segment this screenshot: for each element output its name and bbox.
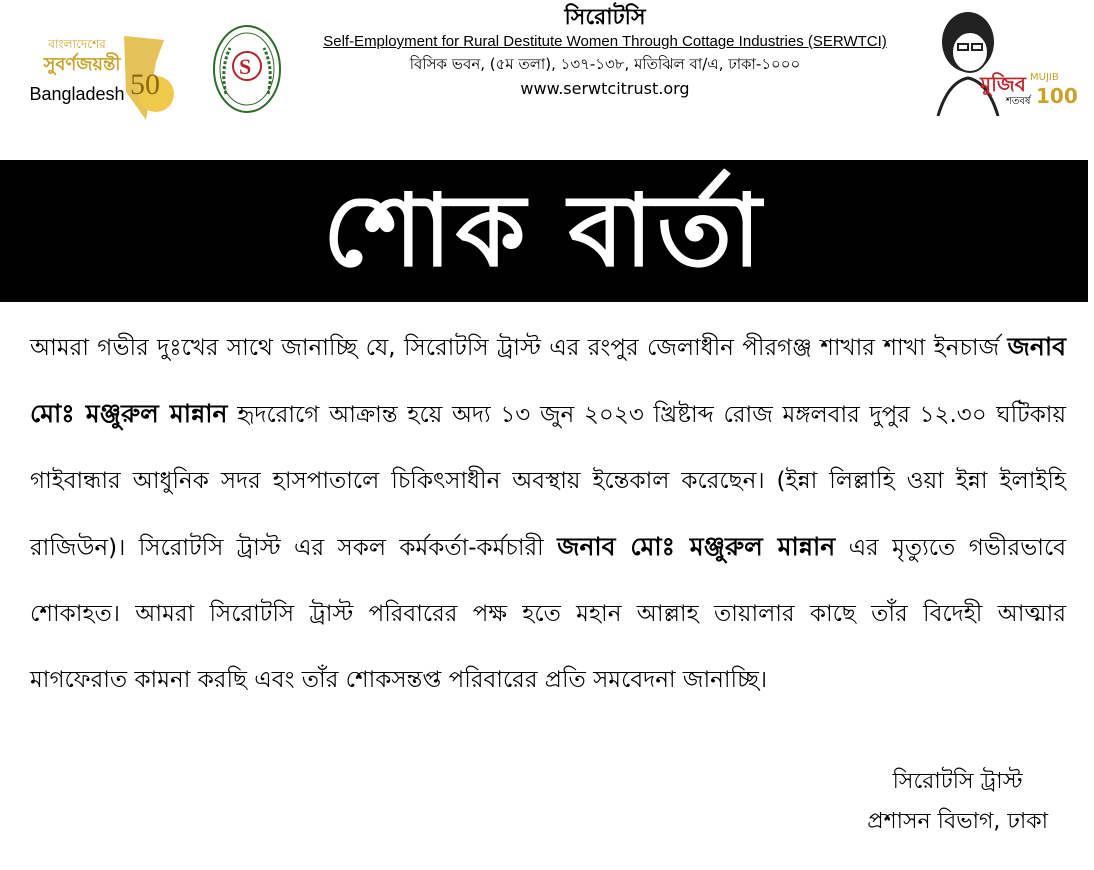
banner-title: শোক বার্তা xyxy=(322,172,766,289)
signature-block xyxy=(867,762,1048,842)
mujib-word-text: শতবর্ষ xyxy=(1006,96,1031,107)
golden-fifty-emblem xyxy=(116,32,176,124)
deceased-name-2: জনাব মোঃ মঞ্জুরুল মান্নান xyxy=(557,532,836,561)
condolence-message xyxy=(30,314,1066,713)
message-part-3: এর মৃত্যুতে গভীরভাবে শোকাহত। আমরা সিরোটসি ট্রাস্ট পরিবারের পক্ষ হতে মহান আল্লাহ তায়ালার কাছে তাঁর বিদেহী আত্মার মাগফেরাত কামনা করছি এবং তাঁর শোকসন্তপ্ত পরিবারের প্রতি সমবেদনা জানাচ্ছি। xyxy=(30,535,1066,693)
organization-address: বিসিক ভবন, (৫ম তলা), ১৩৭-১৩৮, মতিঝিল বা/এ, ঢাকা-১০০০ xyxy=(409,55,801,73)
mujib-100-logo xyxy=(928,8,1078,120)
condolence-banner xyxy=(0,160,1088,302)
organization-name-english: Self-Employment for Rural Destitute Women Through Cottage Industries (SERWTCI) xyxy=(323,33,887,50)
letterhead xyxy=(0,0,1094,130)
message-part-1: আমরা গভীর দুঃখের সাথে জানাচ্ছি যে, সিরোটসি ট্রাস্ট এর রংপুর জেলাধীন পীরগঞ্জ শাখার শাখা ইনচার্জ xyxy=(30,335,1008,361)
organization-website: www.serwtcitrust.org xyxy=(520,79,690,98)
seal-letters: S xyxy=(239,54,252,79)
golden-jubilee-number: 50 xyxy=(130,68,160,101)
golden-jubilee-line2: সুবর্ণজয়ন্তী xyxy=(43,54,121,75)
organization-title: সিরোটসি xyxy=(564,5,646,30)
mujib-brand-text: মুজিব xyxy=(980,72,1026,96)
signature-line-1: সিরোটসি ট্রাস্ট xyxy=(892,769,1023,794)
golden-jubilee-line1: বাংলাদেশের xyxy=(48,37,106,51)
golden-jubilee-country: Bangladesh xyxy=(29,84,125,104)
signature-line-2: প্রশাসন বিভাগ, ঢাকা xyxy=(867,809,1048,834)
message-part-2: হৃদরোগে আক্রান্ত হয়ে অদ্য ১৩ জুন ২০২৩ খ্রিষ্টাব্দ রোজ মঙ্গলবার দুপুর ১২.৩০ ঘটিকায় গাইবান্ধার আধুনিক সদর হাসপাতালে চিকিৎসাধীন অবস্থায় ইন্তেকাল করেছেন। (ইন্না লিল্লাহি ওয়া ইন্না ইলাইহি রাজিউন)। সিরোটসি ট্রাস্ট এর সকল কর্মকর্তা-কর্মচারী xyxy=(30,402,1067,561)
deceased-name-1: জনাব মোঃ মঞ্জুরুল মান্নান xyxy=(30,332,1066,428)
mujib-english-text: MUJIB xyxy=(1030,72,1059,83)
organization-block xyxy=(290,4,920,102)
serwtci-seal-logo xyxy=(212,24,282,114)
mujib-number-text: 100 xyxy=(1036,84,1078,108)
golden-jubilee-logo xyxy=(22,32,172,124)
